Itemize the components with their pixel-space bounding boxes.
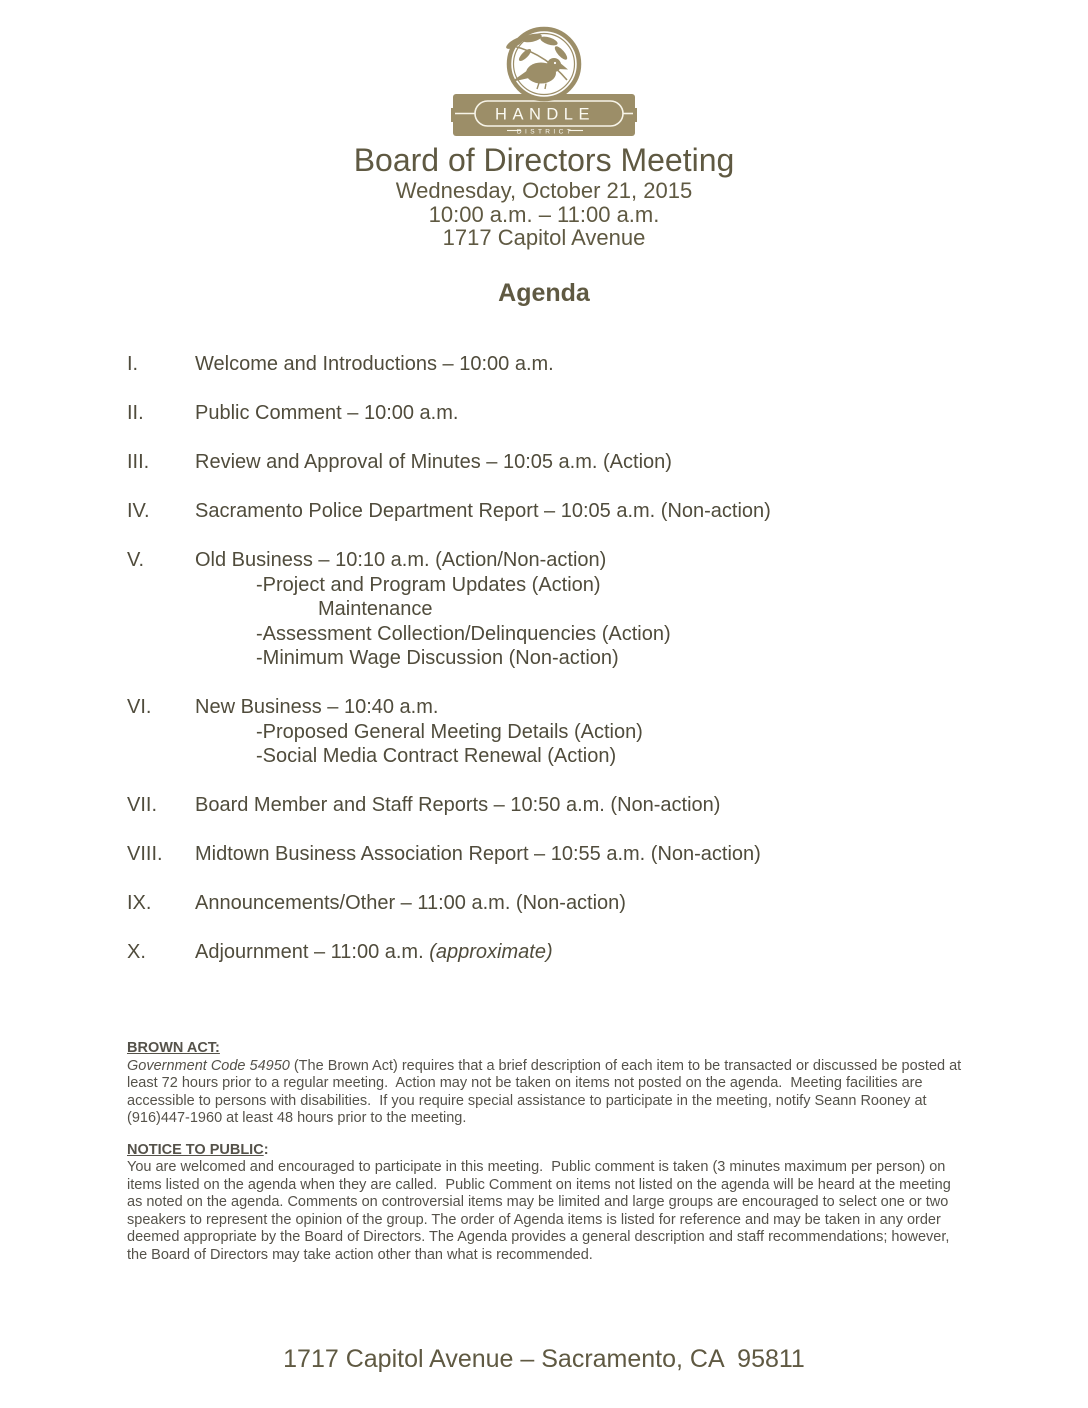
agenda-subitem: -Project and Program Updates (Action): [256, 573, 601, 596]
agenda-item-numeral: I.: [127, 353, 139, 375]
agenda-subitem: Maintenance: [318, 598, 433, 620]
agenda-item-text: Adjournment – 11:00 a.m. (approximate): [195, 941, 553, 963]
notes-section: [127, 1040, 965, 1264]
logo-subname-text: DISTRICT: [516, 128, 575, 136]
agenda-subitem: -Social Media Contract Renewal (Action): [256, 745, 617, 767]
agenda-item-text: Board Member and Staff Reports – 10:50 a.m. (Non-action): [195, 794, 721, 816]
agenda-subitems: [195, 720, 967, 769]
brown-act-body: Government Code 54950 (The Brown Act) requires that a brief description of each item to be transacted or discussed be posted at least 72 hours prior to a regular meeting. Action may not be taken on items not posted on the agenda. Meeting facilities are accessible to persons with disabilities. If you require special assistance to participate in the meeting, notify Seann Rooney at (916)447-1960 at least 48 hours prior to the meeting.: [127, 1057, 966, 1126]
agenda-item-numeral: III.: [127, 451, 150, 473]
agenda-subitem: -Minimum Wage Discussion (Non-action): [256, 647, 619, 669]
agenda-item-text: Midtown Business Association Report – 10:55 a.m. (Non-action): [195, 843, 761, 865]
handle-district-logo: [451, 24, 637, 140]
agenda-item-text: Announcements/Other – 11:00 a.m. (Non-action): [195, 892, 626, 914]
agenda-item-text: Old Business – 10:10 a.m. (Action/Non-action) -Project and Program Updates (Action) Maintenance -Assessment Collection/Delinquencies (Action) -Minimum Wage Discussion (Non-action): [195, 548, 967, 671]
brown-act-heading: BROWN ACT:: [127, 1040, 220, 1056]
agenda-item-numeral: VI.: [127, 696, 152, 718]
agenda-item-numeral: IX.: [127, 892, 152, 914]
document-header: [0, 141, 1088, 250]
agenda-item-numeral: IV.: [127, 500, 150, 522]
notice-to-public-note: [127, 1142, 965, 1265]
notice-body: You are welcomed and encouraged to participate in this meeting. Public comment is taken (3 minutes maximum per person) on items listed on the agenda when they are called. Public Comment on items not listed on the agenda will be heard at the meeting as noted on the agenda. Comments on controversial items may be limited and large groups are encouraged to select one or two speakers to represent the opinion of the group. The order of Agenda items is listed for reference and may be taken in any order deemed appropriate by the Board of Directors. The Agenda provides a general description and staff recommendations; however, the Board of Directors may take action other than what is recommended.: [127, 1159, 955, 1263]
agenda-item-numeral: VIII.: [127, 843, 163, 865]
agenda-item: [127, 352, 967, 377]
agenda-item-numeral: X.: [127, 941, 146, 963]
agenda-list: [127, 352, 967, 989]
brown-act-note: [127, 1040, 965, 1128]
page-title: Board of Directors Meeting: [353, 142, 735, 178]
agenda-item: [127, 793, 967, 818]
agenda-item-text: Welcome and Introductions – 10:00 a.m.: [195, 353, 554, 375]
agenda-item: [127, 401, 967, 426]
agenda-item-text: Sacramento Police Department Report – 10:05 a.m. (Non-action): [195, 500, 771, 522]
logo-name-text: HANDLE: [495, 105, 595, 124]
agenda-item: [127, 891, 967, 916]
agenda-item-numeral: II.: [127, 402, 144, 424]
handle-district-logo-graphic: [451, 24, 637, 140]
agenda-item: [127, 450, 967, 475]
agenda-item-text: Public Comment – 10:00 a.m.: [195, 402, 459, 424]
meeting-time: 10:00 a.m. – 11:00 a.m.: [428, 201, 660, 227]
footer-address: 1717 Capitol Avenue – Sacramento, CA 95811: [283, 1345, 805, 1373]
agenda-item: [127, 940, 967, 965]
agenda-item: [127, 842, 967, 867]
agenda-item-numeral: V.: [127, 549, 145, 571]
agenda-subitems: [195, 573, 967, 671]
agenda-item-numeral: VII.: [127, 794, 158, 816]
meeting-address: 1717 Capitol Avenue: [442, 225, 646, 250]
agenda-item-text: Review and Approval of Minutes – 10:05 a.m. (Action): [195, 451, 672, 473]
agenda-item-text: New Business – 10:40 a.m. -Proposed General Meeting Details (Action) -Social Media Contract Renewal (Action): [195, 695, 967, 769]
agenda-section-heading: Agenda: [498, 279, 590, 307]
agenda-item: [127, 548, 967, 671]
meeting-date: Wednesday, October 21, 2015: [395, 178, 693, 203]
notice-heading: NOTICE TO PUBLIC:: [127, 1141, 269, 1158]
agenda-item: [127, 499, 967, 524]
agenda-item: [127, 695, 967, 769]
agenda-subitem: -Assessment Collection/Delinquencies (Action): [256, 622, 671, 645]
agenda-subitem: -Proposed General Meeting Details (Action): [256, 720, 643, 743]
